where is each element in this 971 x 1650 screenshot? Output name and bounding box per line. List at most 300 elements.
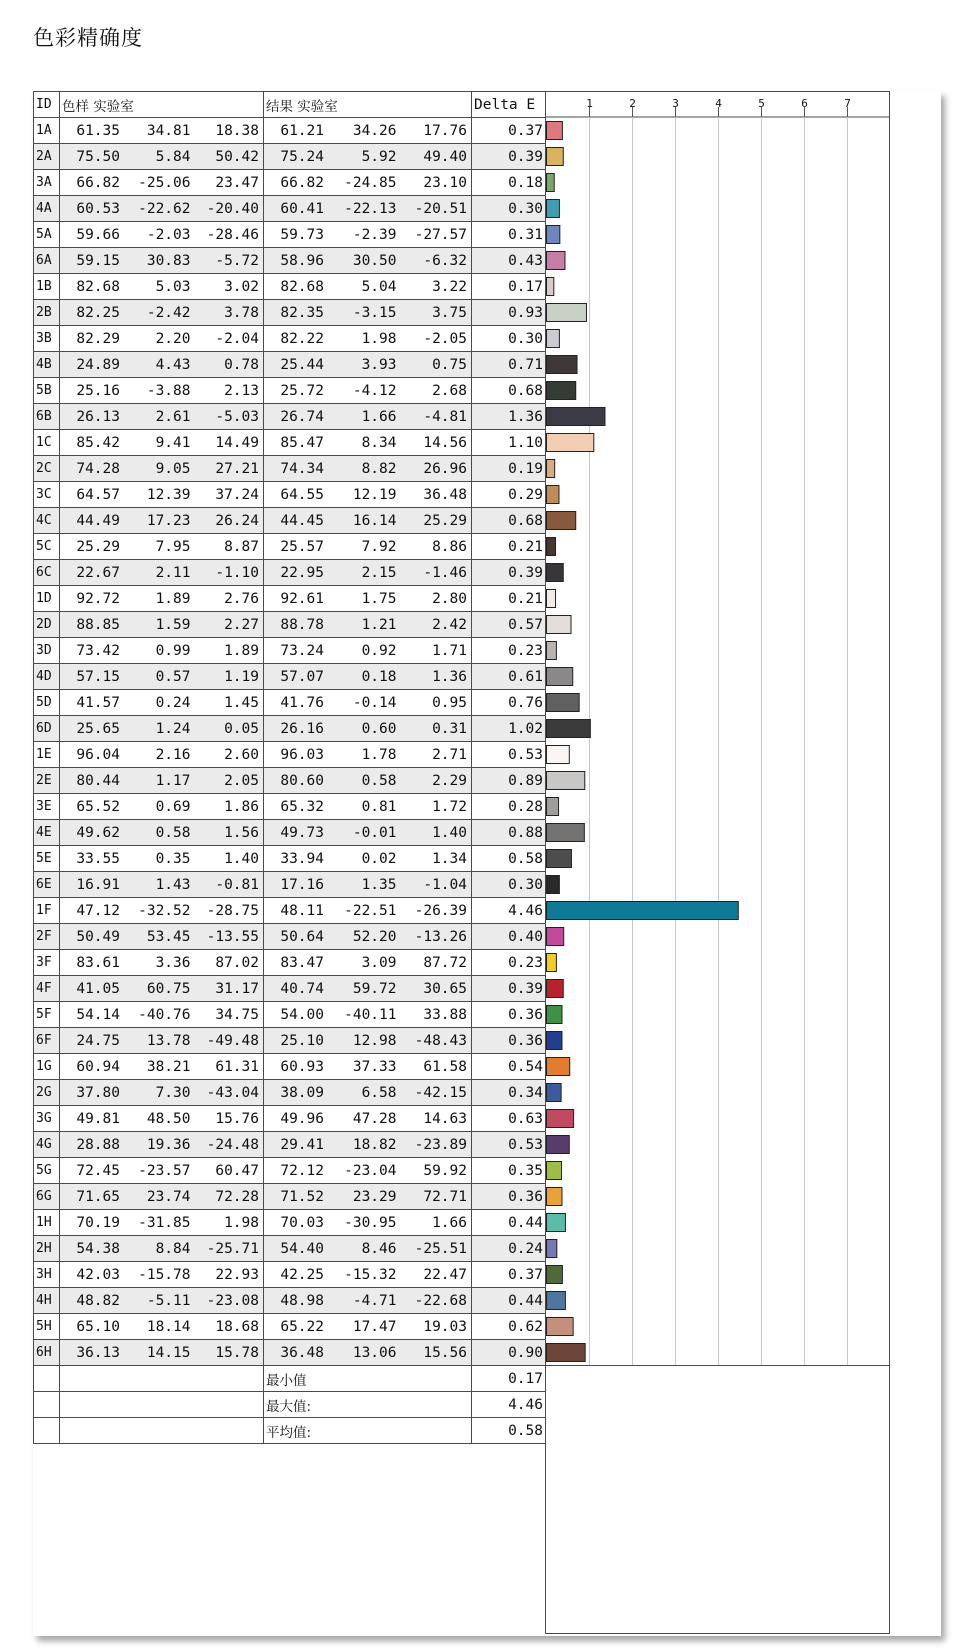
result-L-value: 88.78: [280, 616, 324, 633]
sample-lab-cell: [60, 768, 264, 794]
result-lab-cell: [264, 430, 472, 456]
result-lab-cell: [264, 170, 472, 196]
delta-e-bar: [547, 980, 564, 998]
sample-b-value: 3.78: [224, 304, 259, 321]
delta-e-bar: [547, 1266, 563, 1284]
sample-lab-cell: [60, 846, 264, 872]
sample-lab-cell: [60, 1314, 264, 1340]
sample-a-value: 1.17: [155, 772, 191, 789]
result-L-value: 25.72: [280, 382, 324, 399]
sample-L-value: 41.05: [76, 980, 120, 997]
delta-e-value: 0.44: [472, 1288, 546, 1314]
table-row: [34, 404, 546, 430]
result-b-value: 36.48: [423, 486, 467, 503]
sample-a-value: 1.89: [155, 590, 191, 607]
delta-e-value: 0.39: [472, 144, 546, 170]
row-id: 3H: [34, 1262, 60, 1288]
result-L-value: 54.40: [280, 1240, 324, 1257]
sample-lab-cell: [60, 274, 264, 300]
table-row: [34, 1210, 546, 1236]
sample-lab-values: [62, 1033, 261, 1049]
row-id: 2C: [34, 456, 60, 482]
sample-lab-values: [62, 123, 261, 139]
sample-L-value: 42.03: [76, 1266, 120, 1283]
row-id: 5D: [34, 690, 60, 716]
delta-e-value: 0.30: [472, 196, 546, 222]
result-a-value: 0.02: [361, 850, 397, 867]
result-L-value: 25.57: [280, 538, 324, 555]
sample-L-value: 24.89: [76, 356, 120, 373]
sample-b-value: 2.76: [224, 590, 259, 607]
delta-e-value: 0.36: [472, 1028, 546, 1054]
delta-e-bar: [547, 902, 739, 920]
sample-lab-cell: [60, 690, 264, 716]
result-lab-values: [266, 175, 469, 191]
sample-a-value: 30.83: [146, 252, 191, 269]
sample-lab-cell: [60, 1080, 264, 1106]
result-lab-cell: [264, 352, 472, 378]
delta-e-value: 0.24: [472, 1236, 546, 1262]
summary-label: 平均值:: [264, 1418, 472, 1444]
sample-b-value: 2.13: [224, 382, 259, 399]
sample-L-value: 82.25: [76, 304, 120, 321]
delta-e-bar: [547, 564, 564, 582]
result-b-value: 15.56: [423, 1344, 467, 1361]
result-L-value: 26.74: [280, 408, 324, 425]
sample-b-value: 0.05: [224, 720, 259, 737]
row-id: 5H: [34, 1314, 60, 1340]
result-b-value: 0.95: [432, 694, 467, 711]
delta-e-value: 0.31: [472, 222, 546, 248]
delta-e-value: 0.37: [472, 118, 546, 144]
result-lab-values: [266, 1163, 469, 1179]
result-lab-cell: [264, 508, 472, 534]
sample-a-value: 9.41: [155, 434, 191, 451]
sample-lab-values: [62, 981, 261, 997]
sample-lab-cell: [60, 872, 264, 898]
sample-b-value: -43.04: [206, 1084, 259, 1101]
table-row: [34, 1002, 546, 1028]
delta-e-value: 0.63: [472, 1106, 546, 1132]
row-id: 4B: [34, 352, 60, 378]
result-b-value: -22.68: [414, 1292, 467, 1309]
delta-e-value: 0.43: [472, 248, 546, 274]
result-a-value: 47.28: [352, 1110, 397, 1127]
delta-e-bar: [547, 1344, 586, 1362]
result-lab-values: [266, 539, 469, 555]
sample-lab-values: [62, 331, 261, 347]
delta-e-bar: [547, 850, 572, 868]
table-row: [34, 820, 546, 846]
sample-a-value: 8.84: [155, 1240, 191, 1257]
result-b-value: 3.75: [432, 304, 467, 321]
result-a-value: -22.51: [344, 902, 397, 919]
summary-label: 最大值:: [264, 1392, 472, 1418]
sample-lab-values: [62, 357, 261, 373]
result-L-value: 58.96: [280, 252, 324, 269]
result-a-value: 5.92: [361, 148, 397, 165]
result-b-value: 8.86: [432, 538, 467, 555]
result-a-value: 0.92: [361, 642, 397, 659]
result-L-value: 48.11: [280, 902, 324, 919]
result-L-value: 65.22: [280, 1318, 324, 1335]
sample-a-value: 0.69: [155, 798, 191, 815]
result-a-value: -24.85: [344, 174, 397, 191]
sample-lab-cell: [60, 1262, 264, 1288]
table-row: [34, 1314, 546, 1340]
sample-b-value: -25.71: [206, 1240, 259, 1257]
row-id: 1H: [34, 1210, 60, 1236]
result-a-value: -2.39: [352, 226, 397, 243]
table-row: [34, 742, 546, 768]
sample-b-value: 61.31: [215, 1058, 259, 1075]
sample-b-value: 1.45: [224, 694, 259, 711]
result-L-value: 59.73: [280, 226, 324, 243]
sample-lab-values: [62, 903, 261, 919]
result-a-value: 0.81: [361, 798, 397, 815]
sample-a-value: -40.76: [138, 1006, 191, 1023]
delta-e-value: 0.93: [472, 300, 546, 326]
sample-lab-values: [62, 1241, 261, 1257]
result-a-value: -30.95: [344, 1214, 397, 1231]
sample-lab-cell: [60, 378, 264, 404]
result-lab-cell: [264, 1262, 472, 1288]
result-L-value: 25.44: [280, 356, 324, 373]
sample-lab-cell: [60, 794, 264, 820]
delta-e-bar: [547, 252, 565, 270]
sample-L-value: 54.38: [76, 1240, 120, 1257]
sample-b-value: 2.05: [224, 772, 259, 789]
delta-e-bar: [547, 616, 572, 634]
delta-e-bar: [547, 1110, 574, 1128]
result-lab-cell: [264, 456, 472, 482]
row-id: 6C: [34, 560, 60, 586]
sample-lab-values: [62, 1267, 261, 1283]
result-L-value: 82.22: [280, 330, 324, 347]
sample-a-value: -22.62: [138, 200, 191, 217]
sample-b-value: 72.28: [215, 1188, 259, 1205]
table-row: [34, 560, 546, 586]
sample-a-value: -2.42: [146, 304, 191, 321]
sample-lab-values: [62, 1345, 261, 1361]
table-row: [34, 716, 546, 742]
result-b-value: -6.32: [423, 252, 467, 269]
result-lab-cell: [264, 1236, 472, 1262]
sample-a-value: 5.03: [155, 278, 191, 295]
sample-a-value: 0.57: [155, 668, 191, 685]
tick-label: 7: [844, 97, 851, 110]
result-lab-values: [266, 1007, 469, 1023]
table-row: [34, 118, 546, 144]
row-id: 1A: [34, 118, 60, 144]
result-a-value: 0.18: [361, 668, 397, 685]
sample-L-value: 48.82: [76, 1292, 120, 1309]
result-a-value: 34.26: [352, 122, 397, 139]
result-lab-cell: [264, 690, 472, 716]
sample-L-value: 59.15: [76, 252, 120, 269]
row-id: 1D: [34, 586, 60, 612]
result-lab-values: [266, 435, 469, 451]
result-L-value: 33.94: [280, 850, 324, 867]
sample-lab-cell: [60, 352, 264, 378]
delta-e-value: 0.40: [472, 924, 546, 950]
row-id: 4D: [34, 664, 60, 690]
result-lab-values: [266, 201, 469, 217]
table-header-row: [34, 92, 546, 118]
summary-empty-cell: [34, 1392, 60, 1418]
result-b-value: 14.56: [423, 434, 467, 451]
result-lab-values: [266, 773, 469, 789]
sample-a-value: 0.24: [155, 694, 191, 711]
result-lab-cell: [264, 820, 472, 846]
delta-e-bar-chart: [545, 91, 890, 1634]
delta-e-value: 0.90: [472, 1340, 546, 1366]
result-b-value: -2.05: [423, 330, 467, 347]
delta-e-bar: [547, 590, 556, 608]
sample-lab-values: [62, 1163, 261, 1179]
table-row: [34, 1236, 546, 1262]
sample-b-value: 37.24: [215, 486, 259, 503]
sample-lab-cell: [60, 1158, 264, 1184]
sample-L-value: 70.19: [76, 1214, 120, 1231]
sample-lab-values: [62, 539, 261, 555]
result-a-value: 1.66: [361, 408, 397, 425]
result-a-value: -0.14: [352, 694, 397, 711]
header-id: ID: [34, 92, 60, 118]
delta-e-value: 0.30: [472, 326, 546, 352]
result-lab-values: [266, 1215, 469, 1231]
delta-e-value: 4.46: [472, 898, 546, 924]
table-row: [34, 196, 546, 222]
result-L-value: 72.12: [280, 1162, 324, 1179]
result-lab-cell: [264, 1054, 472, 1080]
result-lab-cell: [264, 534, 472, 560]
result-L-value: 96.03: [280, 746, 324, 763]
sample-L-value: 72.45: [76, 1162, 120, 1179]
delta-e-value: 0.36: [472, 1184, 546, 1210]
sample-lab-cell: [60, 716, 264, 742]
sample-b-value: -23.08: [206, 1292, 259, 1309]
result-a-value: 0.60: [361, 720, 397, 737]
result-L-value: 22.95: [280, 564, 324, 581]
sample-lab-cell: [60, 1002, 264, 1028]
sample-lab-cell: [60, 482, 264, 508]
result-L-value: 25.10: [280, 1032, 324, 1049]
row-id: 4A: [34, 196, 60, 222]
result-b-value: 2.29: [432, 772, 467, 789]
result-b-value: -27.57: [414, 226, 467, 243]
sample-lab-values: [62, 383, 261, 399]
result-L-value: 48.98: [280, 1292, 324, 1309]
table-row: [34, 144, 546, 170]
sample-L-value: 54.14: [76, 1006, 120, 1023]
result-L-value: 29.41: [280, 1136, 324, 1153]
result-a-value: 17.47: [352, 1318, 397, 1335]
result-L-value: 60.93: [280, 1058, 324, 1075]
delta-e-value: 0.71: [472, 352, 546, 378]
result-a-value: 1.35: [361, 876, 397, 893]
result-lab-values: [266, 695, 469, 711]
delta-e-value: 0.34: [472, 1080, 546, 1106]
sample-lab-values: [62, 461, 261, 477]
result-a-value: 16.14: [352, 512, 397, 529]
result-b-value: 2.71: [432, 746, 467, 763]
result-lab-values: [266, 1267, 469, 1283]
result-L-value: 82.68: [280, 278, 324, 295]
result-lab-cell: [264, 638, 472, 664]
sample-lab-cell: [60, 560, 264, 586]
result-a-value: 13.06: [352, 1344, 397, 1361]
sample-a-value: 12.39: [146, 486, 191, 503]
result-lab-cell: [264, 898, 472, 924]
sample-a-value: 2.20: [155, 330, 191, 347]
sample-b-value: 1.98: [224, 1214, 259, 1231]
row-id: 3D: [34, 638, 60, 664]
delta-e-bar: [547, 148, 564, 166]
sample-L-value: 57.15: [76, 668, 120, 685]
result-L-value: 61.21: [280, 122, 324, 139]
result-lab-values: [266, 851, 469, 867]
sample-lab-values: [62, 149, 261, 165]
delta-e-value: 0.68: [472, 508, 546, 534]
sample-b-value: 14.49: [215, 434, 259, 451]
sample-a-value: -3.88: [146, 382, 191, 399]
sample-b-value: -13.55: [206, 928, 259, 945]
sample-a-value: 5.84: [155, 148, 191, 165]
delta-e-bar: [547, 174, 555, 192]
result-lab-cell: [264, 1340, 472, 1366]
result-lab-cell: [264, 1210, 472, 1236]
sample-L-value: 64.57: [76, 486, 120, 503]
sample-lab-cell: [60, 1054, 264, 1080]
result-a-value: 23.29: [352, 1188, 397, 1205]
delta-e-bar: [547, 642, 557, 660]
delta-e-bar: [547, 928, 564, 946]
result-lab-cell: [264, 1002, 472, 1028]
sample-a-value: -25.06: [138, 174, 191, 191]
result-b-value: -23.89: [414, 1136, 467, 1153]
sample-lab-cell: [60, 1132, 264, 1158]
sample-L-value: 65.10: [76, 1318, 120, 1335]
tick-label: 5: [758, 97, 765, 110]
sample-b-value: 1.19: [224, 668, 259, 685]
result-b-value: -25.51: [414, 1240, 467, 1257]
result-lab-cell: [264, 222, 472, 248]
result-a-value: 8.46: [361, 1240, 397, 1257]
sample-lab-cell: [60, 950, 264, 976]
result-a-value: 18.82: [352, 1136, 397, 1153]
sample-L-value: 85.42: [76, 434, 120, 451]
sample-b-value: -1.10: [215, 564, 259, 581]
result-lab-values: [266, 825, 469, 841]
result-lab-cell: [264, 118, 472, 144]
result-L-value: 50.64: [280, 928, 324, 945]
result-L-value: 70.03: [280, 1214, 324, 1231]
sample-lab-values: [62, 1111, 261, 1127]
sample-lab-values: [62, 227, 261, 243]
sample-lab-values: [62, 591, 261, 607]
sample-a-value: 53.45: [146, 928, 191, 945]
result-L-value: 49.96: [280, 1110, 324, 1127]
result-lab-values: [266, 1059, 469, 1075]
result-lab-cell: [264, 586, 472, 612]
result-lab-cell: [264, 716, 472, 742]
table-row: [34, 1184, 546, 1210]
summary-empty-cell: [60, 1418, 264, 1444]
result-b-value: 1.71: [432, 642, 467, 659]
sample-lab-cell: [60, 664, 264, 690]
table-row: [34, 274, 546, 300]
result-lab-values: [266, 1345, 469, 1361]
result-lab-cell: [264, 482, 472, 508]
sample-b-value: 60.47: [215, 1162, 259, 1179]
table-row: [34, 950, 546, 976]
result-lab-cell: [264, 1106, 472, 1132]
delta-e-bar: [547, 772, 585, 790]
sample-a-value: 7.95: [155, 538, 191, 555]
sample-b-value: 18.68: [215, 1318, 259, 1335]
row-id: 5F: [34, 1002, 60, 1028]
row-id: 2F: [34, 924, 60, 950]
result-a-value: -0.01: [352, 824, 397, 841]
result-b-value: 72.71: [423, 1188, 467, 1205]
result-lab-cell: [264, 196, 472, 222]
delta-e-bar: [547, 304, 587, 322]
delta-e-value: 1.36: [472, 404, 546, 430]
sample-a-value: -5.11: [146, 1292, 191, 1309]
result-a-value: 3.93: [361, 356, 397, 373]
sample-a-value: 18.14: [146, 1318, 191, 1335]
delta-e-bar: [547, 954, 557, 972]
sample-L-value: 41.57: [76, 694, 120, 711]
sample-lab-cell: [60, 326, 264, 352]
table-row: [34, 430, 546, 456]
tick-label: 3: [672, 97, 679, 110]
delta-e-value: 0.21: [472, 586, 546, 612]
sample-L-value: 65.52: [76, 798, 120, 815]
delta-e-value: 0.37: [472, 1262, 546, 1288]
sample-lab-values: [62, 669, 261, 685]
result-b-value: 25.29: [423, 512, 467, 529]
sample-a-value: -2.03: [146, 226, 191, 243]
result-a-value: 52.20: [352, 928, 397, 945]
result-lab-cell: [264, 274, 472, 300]
sample-b-value: 3.02: [224, 278, 259, 295]
row-id: 1F: [34, 898, 60, 924]
summary-label: 最小值: [264, 1366, 472, 1392]
result-lab-values: [266, 409, 469, 425]
sample-b-value: 26.24: [215, 512, 259, 529]
delta-e-bar: [547, 538, 556, 556]
sample-lab-values: [62, 695, 261, 711]
sample-L-value: 22.67: [76, 564, 120, 581]
sample-lab-cell: [60, 638, 264, 664]
summary-empty-cell: [34, 1418, 60, 1444]
delta-e-bar: [547, 278, 554, 296]
sample-lab-values: [62, 1137, 261, 1153]
sample-b-value: 23.47: [215, 174, 259, 191]
result-lab-cell: [264, 404, 472, 430]
result-lab-values: [266, 877, 469, 893]
sample-a-value: 2.16: [155, 746, 191, 763]
result-a-value: 12.98: [352, 1032, 397, 1049]
row-id: 6D: [34, 716, 60, 742]
table-row: [34, 872, 546, 898]
result-b-value: 33.88: [423, 1006, 467, 1023]
sample-a-value: -15.78: [138, 1266, 191, 1283]
result-lab-cell: [264, 742, 472, 768]
delta-e-value: 0.30: [472, 872, 546, 898]
